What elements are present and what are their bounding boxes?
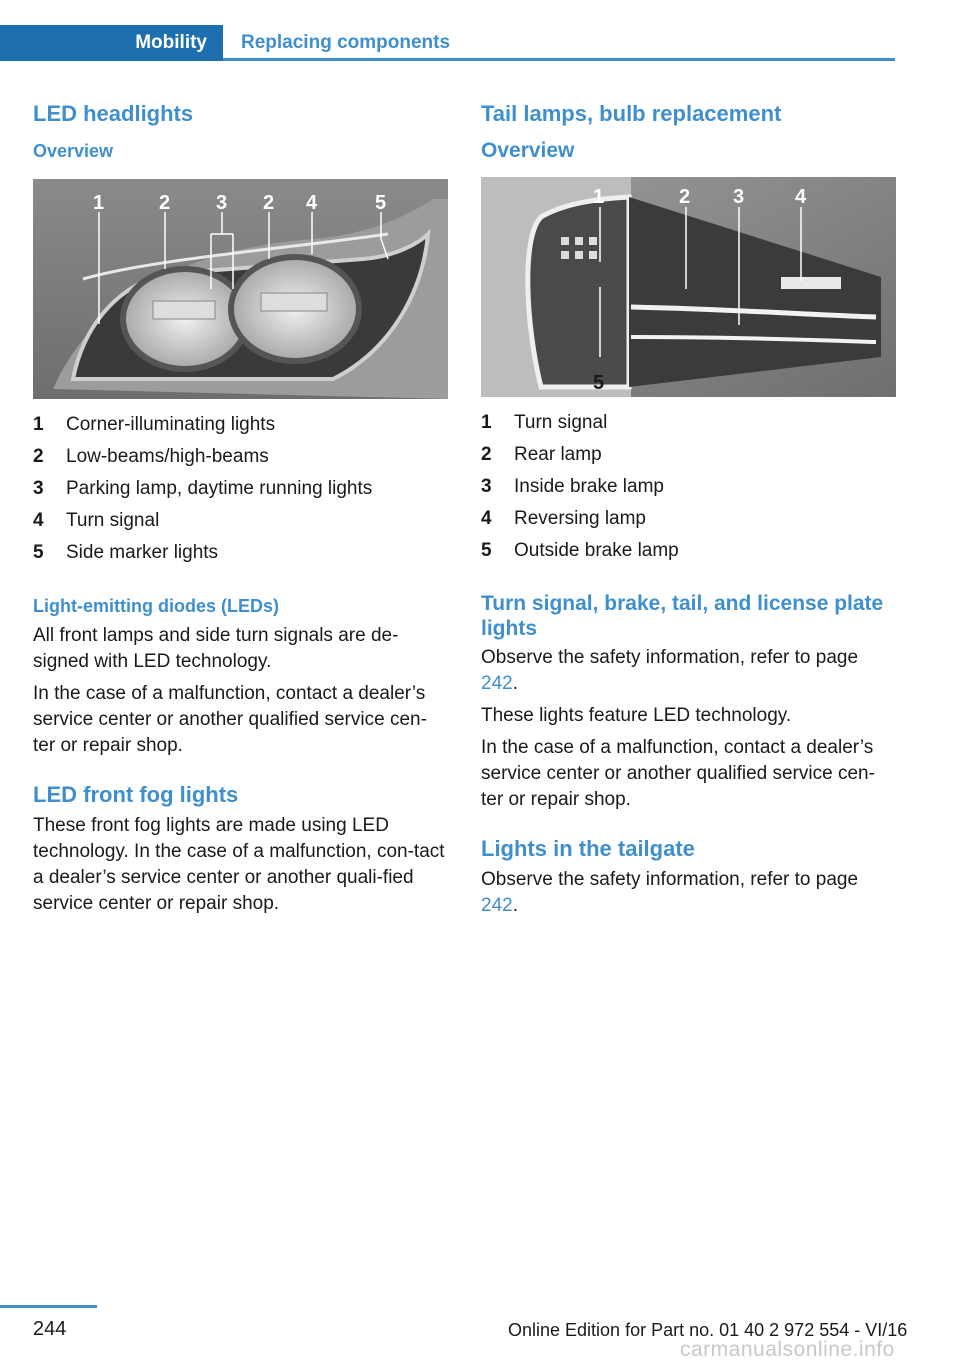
legend-item: 3 Parking lamp, daytime running lights (33, 478, 373, 499)
tail-lamps-heading: Tail lamps, bulb replacement (481, 101, 782, 126)
figure-label: 4 (795, 186, 807, 208)
tailgate-heading: Lights in the tailgate (481, 836, 695, 861)
page-link[interactable]: 242 (481, 673, 513, 694)
section-tab-mobility[interactable]: Mobility (0, 25, 223, 61)
fog-paragraph: These front fog lights are made using LED technology. In the case of a malfunction, con‐tact a dealer’s service center or another quali‐fied service center or repair shop. (33, 815, 445, 914)
legend-item: 4 Reversing lamp (481, 508, 646, 529)
taillamp-legend (481, 407, 896, 567)
footer-rule (0, 1305, 97, 1308)
turn-paragraph-2: These lights feature LED technology. (481, 705, 792, 726)
figure-label: 2 (159, 192, 171, 214)
legend-item: 2 Low-beams/high-beams (33, 446, 269, 467)
fog-lights-heading: LED front fog lights (33, 782, 239, 807)
tailgate-paragraph: Observe the safety information, refer to page 242. (481, 869, 859, 916)
led-paragraph-1: All front lamps and side turn signals are de‐signed with LED technology. (33, 625, 399, 672)
led-paragraph-2: In the case of a malfunction, contact a dealer’s service center or another qualified service cen‐ter or repair shop. (33, 683, 427, 756)
led-subheading: Light-emitting diodes (LEDs) (33, 596, 279, 616)
legend-item: 4 Turn signal (33, 510, 160, 531)
turn-paragraph-1: Observe the safety information, refer to page 242. (481, 647, 859, 694)
headlight-figure (33, 179, 448, 399)
legend-item: 5 Outside brake lamp (481, 540, 679, 561)
taillamp-illustration (481, 177, 896, 397)
figure-label: 4 (306, 192, 318, 214)
turn-paragraph-3: In the case of a malfunction, contact a dealer’s service center or another qualified service cen‐ter or repair shop. (481, 737, 875, 810)
figure-label: 5 (375, 192, 387, 214)
figure-label: 1 (93, 192, 105, 214)
figure-label: 2 (679, 186, 691, 208)
figure-label: 3 (216, 192, 228, 214)
legend-item: 2 Rear lamp (481, 444, 602, 465)
turn-signal-heading: Turn signal, brake, tail, and license plate lights (481, 592, 884, 640)
watermark: carmanualsonline.info (680, 1338, 895, 1361)
right-overview-label: Overview (481, 139, 575, 162)
figure-label: 1 (593, 186, 605, 208)
headlight-legend (33, 409, 448, 569)
legend-item: 5 Side marker lights (33, 542, 219, 563)
edition-text: Online Edition for Part no. 01 40 2 972 554 - VI/16 (508, 1320, 908, 1340)
right-column (481, 100, 896, 919)
left-column (33, 100, 448, 917)
header-bar (0, 25, 895, 61)
led-headlights-heading: LED headlights (33, 101, 194, 126)
headlight-illustration (33, 179, 448, 399)
left-overview-label: Overview (33, 141, 114, 161)
section-tab-replacing-components[interactable]: Replacing components (241, 32, 451, 53)
figure-label: 2 (263, 192, 275, 214)
figure-label: 5 (593, 372, 605, 394)
legend-item: 3 Inside brake lamp (481, 476, 664, 497)
legend-item: 1 Turn signal (481, 412, 608, 433)
legend-item: 1 Corner-illuminating lights (33, 414, 276, 435)
taillamp-figure (481, 177, 896, 397)
page-link[interactable]: 242 (481, 895, 513, 916)
page-number: 244 (33, 1318, 67, 1340)
figure-label: 3 (733, 186, 745, 208)
header-rule (223, 58, 895, 61)
